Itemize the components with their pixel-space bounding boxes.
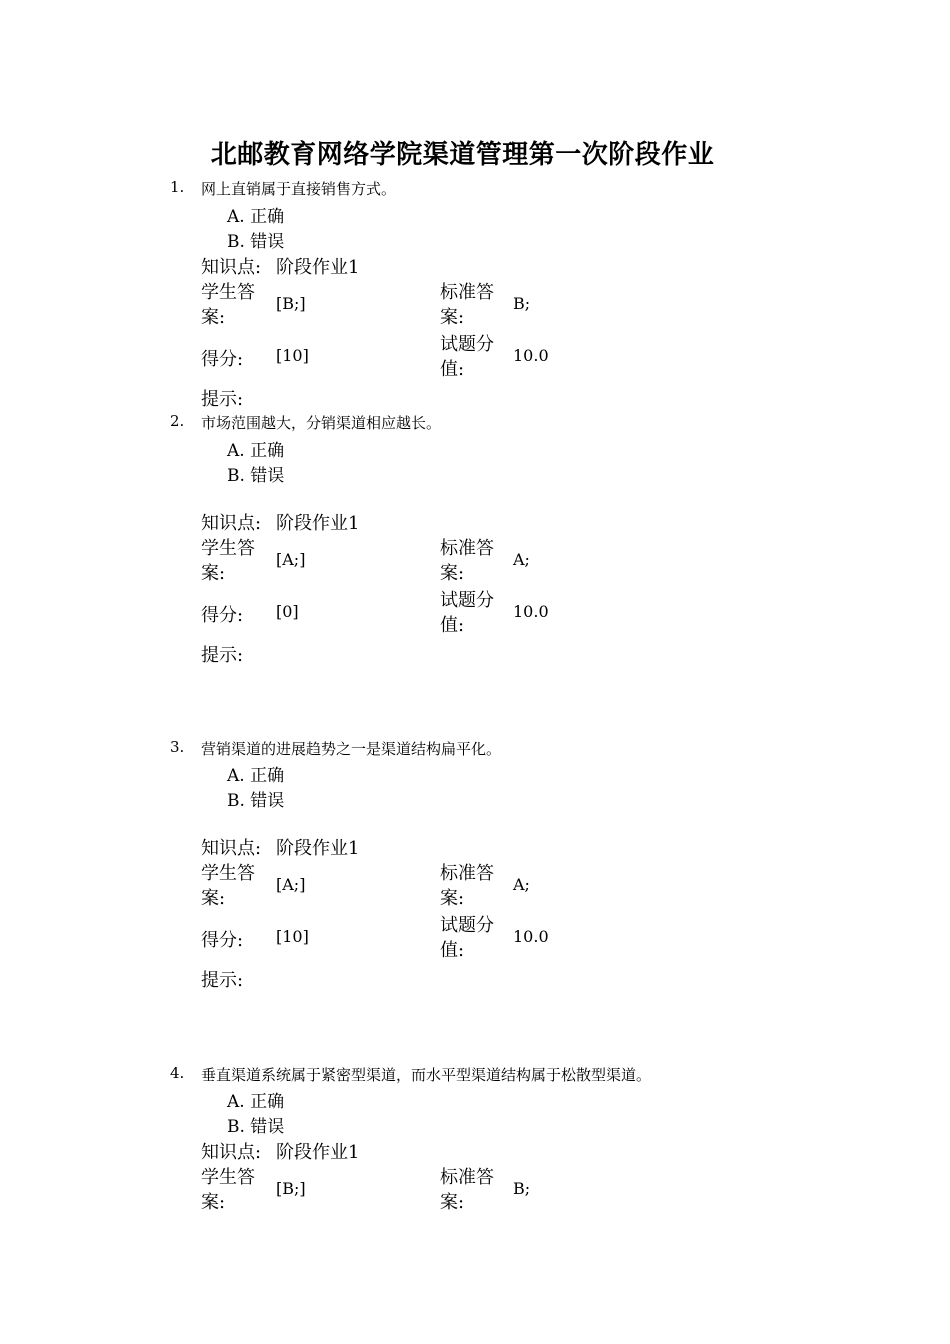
score-label: 得分: — [201, 349, 244, 370]
student-answer-value: [A;] — [276, 875, 306, 894]
score-label: 得分: — [201, 930, 244, 951]
student-answer-label: 学生答案: — [201, 282, 255, 328]
standard-answer-value: A; — [513, 875, 530, 894]
score-value: [10] — [276, 927, 309, 946]
hint-label: 提示: — [201, 389, 244, 410]
points-label: 试题分值: — [440, 915, 494, 961]
standard-answer-label: 标准答案: — [440, 538, 494, 584]
option-b: B. 错误 — [227, 1117, 285, 1137]
student-answer-value: [B;] — [276, 294, 306, 313]
student-answer-value: [A;] — [276, 550, 306, 569]
points-label: 试题分值: — [440, 590, 494, 636]
standard-answer-label: 标准答案: — [440, 282, 494, 328]
points-value: 10.0 — [513, 927, 549, 946]
question-number: 1. — [170, 178, 185, 196]
question-number: 2. — [170, 412, 185, 430]
score-value: [0] — [276, 602, 299, 621]
standard-answer-label: 标准答案: — [440, 1167, 494, 1213]
knowledge-value: 阶段作业1 — [276, 1142, 360, 1163]
points-label: 试题分值: — [440, 334, 494, 380]
question-text: 营销渠道的进展趋势之一是渠道结构扁平化。 — [201, 740, 502, 758]
option-a: A. 正确 — [227, 766, 285, 786]
knowledge-label: 知识点: — [201, 257, 262, 278]
points-value: 10.0 — [513, 346, 549, 365]
standard-answer-label: 标准答案: — [440, 863, 494, 909]
score-label: 得分: — [201, 605, 244, 626]
score-value: [10] — [276, 346, 309, 365]
knowledge-label: 知识点: — [201, 1142, 262, 1163]
knowledge-value: 阶段作业1 — [276, 838, 360, 859]
student-answer-label: 学生答案: — [201, 863, 255, 909]
option-b: B. 错误 — [227, 232, 285, 252]
option-a: A. 正确 — [227, 441, 285, 461]
option-b: B. 错误 — [227, 791, 285, 811]
student-answer-label: 学生答案: — [201, 1167, 255, 1213]
question-text: 网上直销属于直接销售方式。 — [201, 180, 397, 198]
knowledge-label: 知识点: — [201, 838, 262, 859]
standard-answer-value: B; — [513, 1179, 531, 1198]
student-answer-value: [B;] — [276, 1179, 306, 1198]
student-answer-label: 学生答案: — [201, 538, 255, 584]
option-a: A. 正确 — [227, 207, 285, 227]
question-text: 市场范围越大，分销渠道相应越长。 — [201, 414, 442, 432]
hint-label: 提示: — [201, 970, 244, 991]
standard-answer-value: A; — [513, 550, 530, 569]
page-title: 北邮教育网络学院渠道管理第一次阶段作业 — [210, 140, 715, 170]
knowledge-value: 阶段作业1 — [276, 513, 360, 534]
standard-answer-value: B; — [513, 294, 531, 313]
question-text: 垂直渠道系统属于紧密型渠道，而水平型渠道结构属于松散型渠道。 — [201, 1066, 652, 1084]
knowledge-value: 阶段作业1 — [276, 257, 360, 278]
points-value: 10.0 — [513, 602, 549, 621]
knowledge-label: 知识点: — [201, 513, 262, 534]
option-b: B. 错误 — [227, 466, 285, 486]
option-a: A. 正确 — [227, 1092, 285, 1112]
question-number: 4. — [170, 1064, 185, 1082]
question-number: 3. — [170, 738, 185, 756]
hint-label: 提示: — [201, 645, 244, 666]
